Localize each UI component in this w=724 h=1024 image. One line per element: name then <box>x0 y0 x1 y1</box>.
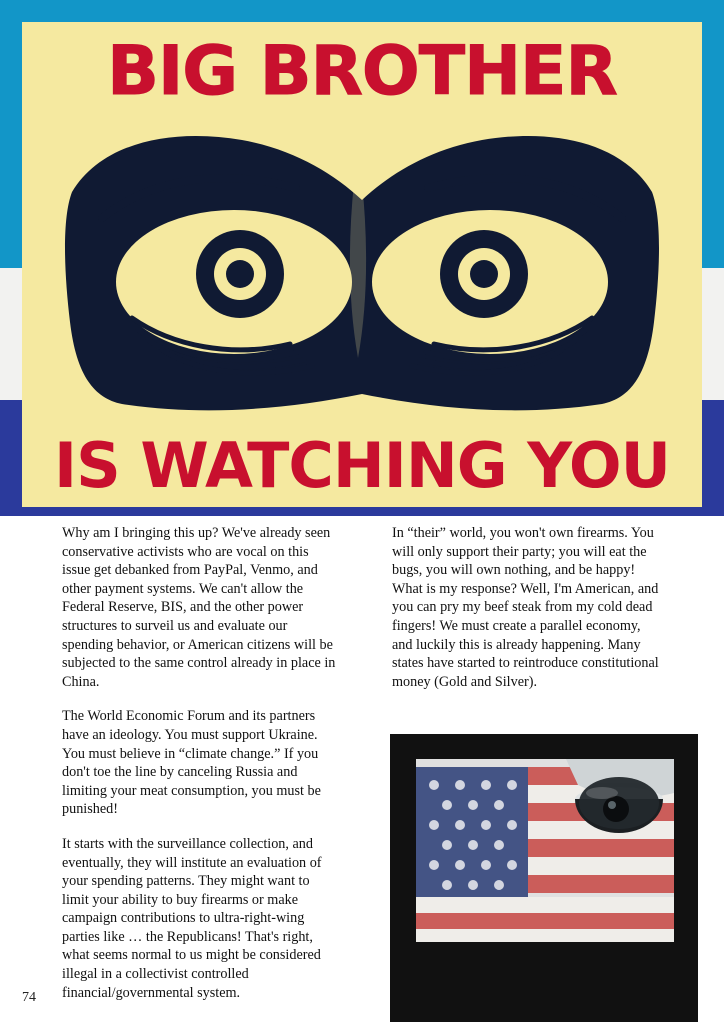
poster-subtitle: IS WATCHING YOU <box>54 429 670 502</box>
paragraph: It starts with the surveillance collection, and eventually, they will institute an evaluation of your spending patterns. They might want to limit your ability to buy firearms or make campaign contributions to ultra-right-wing parties like … the Republicans! That's right, what seems normal to us might be considered illegal in a collectivist controlled financial/governmental system. <box>62 835 322 1001</box>
poster-title: BIG BROTHER <box>107 32 617 111</box>
paragraph: The World Economic Forum and its partners have an ideology. You must support Ukraine. You must believe in “climate change.” If you don't toe the line by canceling Russia and limiting your meat consumption, you must be punished! <box>62 708 321 818</box>
poster <box>22 22 702 507</box>
page-number: 74 <box>22 990 36 1005</box>
photo-frame <box>388 732 700 1024</box>
eyes-illustration <box>62 122 662 412</box>
paragraph: In “their” world, you won't own firearms. You will only support their party; you will eat the bugs, you will own nothing, and be happy! What is my response? Well, I'm American, and you can pry my beef steak from my cold dead fingers! We must create a parallel economy, and luckily this is already happening. Many states have started to reintroduce constitutional money (Gold and Silver). <box>392 525 659 690</box>
surveillance-camera-photo <box>416 759 674 942</box>
left-column <box>62 524 337 1002</box>
right-column <box>392 524 662 691</box>
paragraph: Why am I bringing this up? We've already seen conservative activists who are vocal on this issue get debanked from PayPal, Venmo, and other payment systems. We can't allow the Federal Reserve, BIS, and the other power structures to surveil us and evaluate our spending behavior, or American citizens will be subjected to the same control already in place in China. <box>62 525 336 690</box>
